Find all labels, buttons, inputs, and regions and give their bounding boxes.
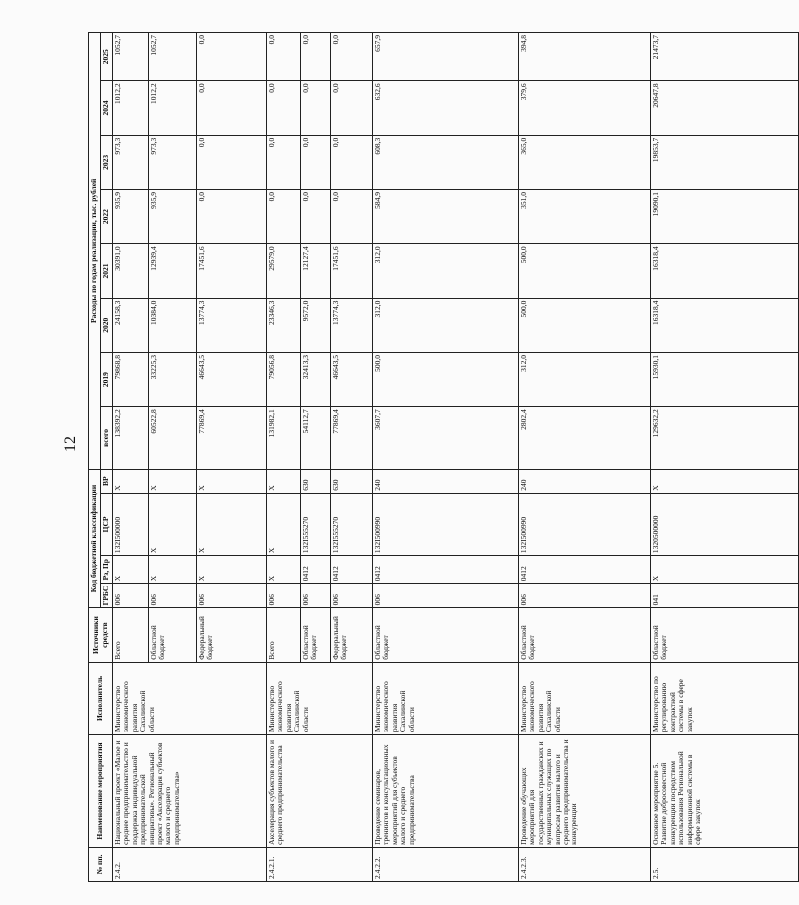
header-year-2022: 2022	[101, 190, 113, 244]
total-value: 77869,4	[197, 407, 267, 469]
year-value: 20647,8	[651, 81, 799, 135]
year-value: 30391,0	[113, 244, 149, 298]
year-value: 0,0	[197, 33, 267, 81]
total-value: 60522,8	[149, 407, 197, 469]
funding-source: Областной бюджет	[301, 608, 331, 662]
year-value: 973,3	[149, 135, 197, 189]
csr-code: Х	[149, 493, 197, 555]
table-row	[113, 33, 149, 882]
executor: Министерство по регулированию контрактной системы в сфере закупок	[651, 662, 799, 734]
rzpr-code: 0412	[373, 556, 519, 584]
year-value: 19853,7	[651, 135, 799, 189]
year-value: 19090,1	[651, 190, 799, 244]
grbs-code: 006	[113, 584, 149, 608]
year-value: 500,0	[373, 352, 519, 406]
year-value: 17451,6	[331, 244, 373, 298]
table-row	[651, 33, 799, 882]
year-value: 1052,7	[113, 33, 149, 81]
year-value: 1012,2	[149, 81, 197, 135]
grbs-code: 006	[197, 584, 267, 608]
year-value: 79056,8	[267, 352, 301, 406]
row-number: 2.5.	[651, 847, 799, 881]
vr-code: Х	[149, 469, 197, 493]
table-row	[519, 33, 651, 882]
year-value: 312,0	[373, 244, 519, 298]
year-value: 0,0	[301, 190, 331, 244]
year-value: 312,0	[373, 298, 519, 352]
year-value: 12127,4	[301, 244, 331, 298]
total-value: 54112,7	[301, 407, 331, 469]
measure-name: Основное мероприятие 5. Развитие добросовестной конкуренции посредством использования Региональной информационной системы в сфере закупок	[651, 735, 799, 848]
grbs-code: 006	[331, 584, 373, 608]
grbs-code: 006	[149, 584, 197, 608]
header-vr: ВР	[101, 469, 113, 493]
grbs-code: 041	[651, 584, 799, 608]
grbs-code: 006	[373, 584, 519, 608]
year-value: 0,0	[197, 135, 267, 189]
year-value: 973,3	[113, 135, 149, 189]
header-expenses: Расходы по годам реализации, тыс. рублей	[89, 33, 101, 470]
header-year-2021: 2021	[101, 244, 113, 298]
row-number: 2.4.2.2.	[373, 847, 519, 881]
year-value: 16318,4	[651, 244, 799, 298]
rzpr-code: 0412	[331, 556, 373, 584]
vr-code: 630	[301, 469, 331, 493]
csr-code: Х	[197, 493, 267, 555]
page-number: 12	[62, 436, 79, 452]
year-value: 16318,4	[651, 298, 799, 352]
rzpr-code: Х	[113, 556, 149, 584]
table-row	[373, 33, 519, 882]
header-source: Источники средств	[89, 608, 113, 662]
year-value: 0,0	[301, 81, 331, 135]
grbs-code: 006	[519, 584, 651, 608]
header-total: всего	[101, 407, 113, 469]
measure-name: Акселерация субъектов малого и среднего предпринимательства	[267, 735, 373, 848]
csr-code: Х	[267, 493, 301, 555]
header-year-2020: 2020	[101, 298, 113, 352]
year-value: 13774,3	[331, 298, 373, 352]
executor: Министерство экономического развития Сахалинской области	[113, 662, 267, 734]
funding-source: Областной бюджет	[651, 608, 799, 662]
year-value: 10384,0	[149, 298, 197, 352]
total-value: 2802,4	[519, 407, 651, 469]
year-value: 0,0	[197, 190, 267, 244]
rotated-table-wrapper	[88, 32, 702, 882]
funding-source: Всего	[113, 608, 149, 662]
year-value: 33225,3	[149, 352, 197, 406]
year-value: 500,0	[519, 244, 651, 298]
rzpr-code: 0412	[301, 556, 331, 584]
year-value: 365,0	[519, 135, 651, 189]
year-value: 0,0	[331, 33, 373, 81]
total-value: 138392,2	[113, 407, 149, 469]
year-value: 0,0	[267, 190, 301, 244]
year-value: 32413,3	[301, 352, 331, 406]
year-value: 46643,5	[331, 352, 373, 406]
funding-source: Областной бюджет	[519, 608, 651, 662]
rzpr-code: Х	[651, 556, 799, 584]
year-value: 1052,7	[149, 33, 197, 81]
funding-source: Федеральный бюджет	[197, 608, 267, 662]
header-budget-code: Код бюджетной классификации	[89, 469, 101, 608]
measure-name: Проведение обучающих мероприятий для государственных гражданских и муниципальных служащих по вопросам развития малого и среднего предпринимательства и конкуренции	[519, 735, 651, 848]
year-value: 0,0	[197, 81, 267, 135]
executor: Министерство экономического развития Сахалинской области	[267, 662, 373, 734]
grbs-code: 006	[267, 584, 301, 608]
vr-code: Х	[197, 469, 267, 493]
header-name: Наименование мероприятия	[89, 735, 113, 848]
header-year-2025: 2025	[101, 33, 113, 81]
year-value: 0,0	[267, 135, 301, 189]
year-value: 21473,7	[651, 33, 799, 81]
executor: Министерство экономического развития Сахалинской области	[519, 662, 651, 734]
total-value: 131982,1	[267, 407, 301, 469]
year-value: 12939,4	[149, 244, 197, 298]
rzpr-code: Х	[267, 556, 301, 584]
row-number: 2.4.2.1.	[267, 847, 373, 881]
row-number: 2.4.2.3.	[519, 847, 651, 881]
budget-table	[88, 32, 799, 882]
funding-source: Федеральный бюджет	[331, 608, 373, 662]
vr-code: 630	[331, 469, 373, 493]
header-year-2024: 2024	[101, 81, 113, 135]
header-rzpr: Рз, Пр	[101, 556, 113, 584]
csr-code: 132I500990	[373, 493, 519, 555]
measure-name: Национальный проект «Малое и среднее предпринимательство и поддержка индивидуальной предпринимательской инициативы». Региональный проект «Акселерация субъектов малого и среднего предпринимательства»	[113, 735, 267, 848]
total-value: 3607,7	[373, 407, 519, 469]
year-value: 29579,0	[267, 244, 301, 298]
header-grbs: ГРБС	[101, 584, 113, 608]
year-value: 0,0	[331, 81, 373, 135]
funding-source: Областной бюджет	[149, 608, 197, 662]
rzpr-code: Х	[197, 556, 267, 584]
grbs-code: 006	[301, 584, 331, 608]
year-value: 351,0	[519, 190, 651, 244]
year-value: 312,0	[519, 352, 651, 406]
year-value: 17451,6	[197, 244, 267, 298]
year-value: 0,0	[301, 33, 331, 81]
table-row	[267, 33, 301, 882]
year-value: 0,0	[267, 33, 301, 81]
year-value: 24158,3	[113, 298, 149, 352]
rzpr-code: 0412	[519, 556, 651, 584]
csr-code: 1320500000	[651, 493, 799, 555]
funding-source: Областной бюджет	[373, 608, 519, 662]
year-value: 15930,1	[651, 352, 799, 406]
vr-code: Х	[651, 469, 799, 493]
measure-name: Проведение семинаров, тренингов и консультационных мероприятий для субъектов малого и среднего предпринимательства	[373, 735, 519, 848]
year-value: 46643,5	[197, 352, 267, 406]
header-executor: Исполнитель	[89, 662, 113, 734]
year-value: 13774,3	[197, 298, 267, 352]
vr-code: 240	[373, 469, 519, 493]
executor: Министерство экономического развития Сахалинской области	[373, 662, 519, 734]
csr-code: 132I555270	[301, 493, 331, 555]
year-value: 79868,8	[113, 352, 149, 406]
funding-source: Всего	[267, 608, 301, 662]
header-year-2023: 2023	[101, 135, 113, 189]
year-value: 1012,2	[113, 81, 149, 135]
vr-code: Х	[267, 469, 301, 493]
year-value: 9572,0	[301, 298, 331, 352]
year-value: 500,0	[519, 298, 651, 352]
year-value: 657,9	[373, 33, 519, 81]
header-no: № пп.	[89, 847, 113, 881]
year-value: 608,3	[373, 135, 519, 189]
year-value: 0,0	[301, 135, 331, 189]
year-value: 0,0	[331, 135, 373, 189]
table-body	[113, 33, 799, 882]
year-value: 935,9	[149, 190, 197, 244]
year-value: 0,0	[267, 81, 301, 135]
year-value: 935,9	[113, 190, 149, 244]
year-value: 23346,3	[267, 298, 301, 352]
header-year-2019: 2019	[101, 352, 113, 406]
csr-code: 132I555270	[331, 493, 373, 555]
year-value: 379,6	[519, 81, 651, 135]
year-value: 584,9	[373, 190, 519, 244]
header-csr: ЦСР	[101, 493, 113, 555]
total-value: 129632,2	[651, 407, 799, 469]
csr-code: 132I500000	[113, 493, 149, 555]
rzpr-code: Х	[149, 556, 197, 584]
csr-code: 132I500990	[519, 493, 651, 555]
year-value: 632,6	[373, 81, 519, 135]
vr-code: 240	[519, 469, 651, 493]
year-value: 394,8	[519, 33, 651, 81]
total-value: 77869,4	[331, 407, 373, 469]
year-value: 0,0	[331, 190, 373, 244]
vr-code: Х	[113, 469, 149, 493]
row-number: 2.4.2.	[113, 847, 267, 881]
